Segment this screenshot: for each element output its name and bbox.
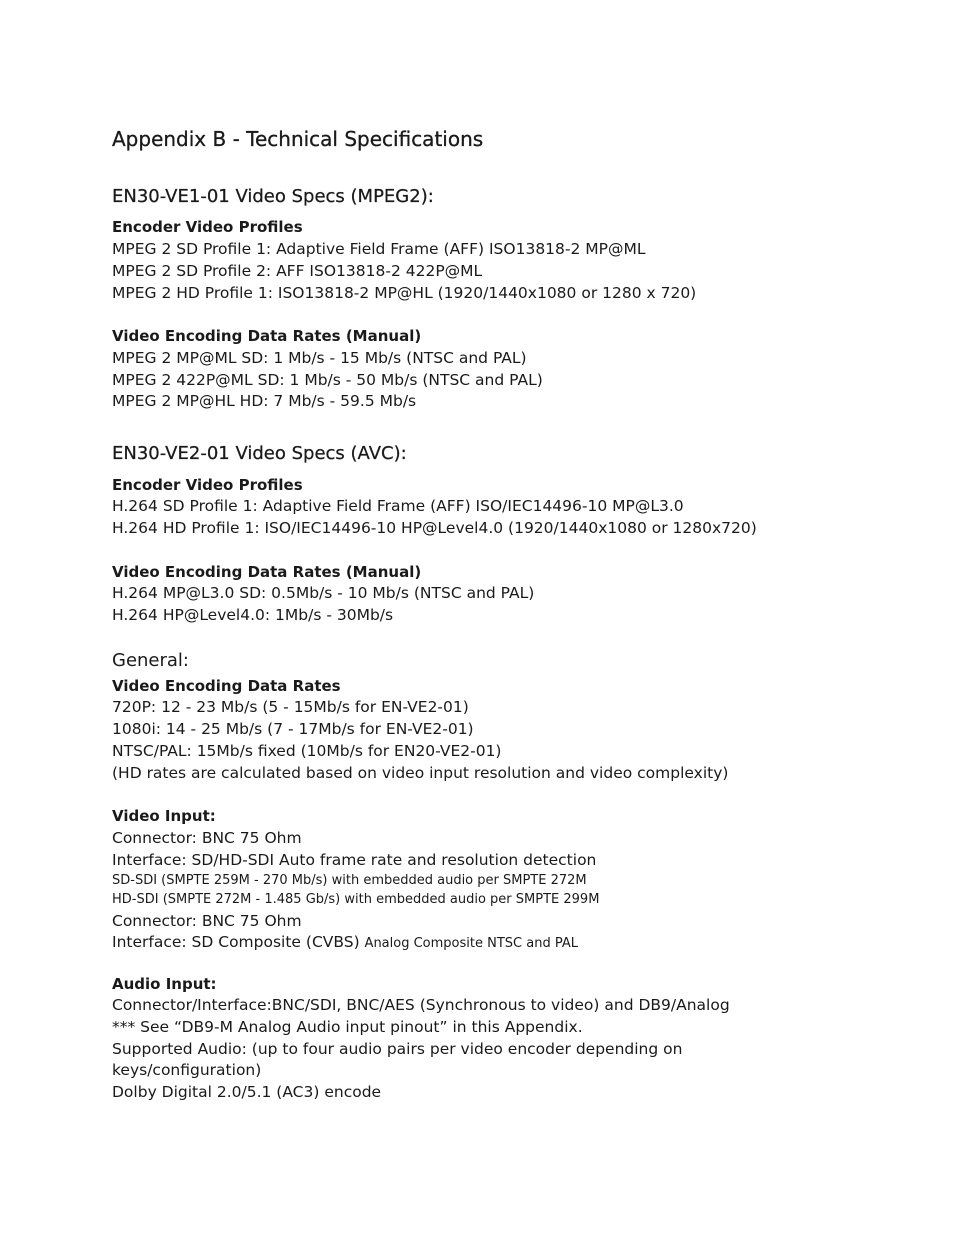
general-rate-line: NTSC/PAL: 15Mb/s fixed (10Mb/s for EN20-VE2-01) (112, 742, 502, 760)
general-rate-note: (HD rates are calculated based on video input resolution and video complexity) (112, 764, 729, 782)
interface-composite-main: Interface: SD Composite (CVBS) (112, 933, 365, 951)
avc-profile-line: H.264 SD Profile 1: Adaptive Field Frame (AFF) ISO/IEC14496-10 MP@L3.0 (112, 497, 684, 515)
mpeg2-profile-line: MPEG 2 HD Profile 1: ISO13818-2 MP@HL (1920/1440x1080 or 1280 x 720) (112, 284, 697, 302)
audio-input-line: Dolby Digital 2.0/5.1 (AC3) encode (112, 1083, 382, 1101)
general-rates-title: Video Encoding Data Rates (112, 677, 341, 695)
video-input-interface: Interface: SD/HD-SDI Auto frame rate and resolution detection (112, 851, 597, 869)
page-title: Appendix B - Technical Specifications (112, 127, 484, 151)
video-input-title: Video Input: (112, 807, 216, 825)
general-rate-line: 1080i: 14 - 25 Mb/s (7 - 17Mb/s for EN-VE2-01) (112, 720, 474, 738)
section-heading-general: General: (112, 650, 190, 671)
mpeg2-profiles-title: Encoder Video Profiles (112, 218, 303, 236)
mpeg2-rates-title: Video Encoding Data Rates (Manual) (112, 327, 422, 345)
avc-profile-line: H.264 HD Profile 1: ISO/IEC14496-10 HP@Level4.0 (1920/1440x1080 or 1280x720) (112, 519, 757, 537)
audio-input-line: keys/configuration) (112, 1061, 262, 1079)
audio-input-line: Supported Audio: (up to four audio pairs per video encoder depending on (112, 1040, 683, 1058)
video-input-hdsdi: HD-SDI (SMPTE 272M - 1.485 Gb/s) with embedded audio per SMPTE 299M (112, 892, 600, 907)
section-heading-mpeg2: EN30-VE1-01 Video Specs (MPEG2): (112, 186, 434, 207)
mpeg2-rate-line: MPEG 2 MP@ML SD: 1 Mb/s - 15 Mb/s (NTSC and PAL) (112, 349, 527, 367)
video-input-sdsdi: SD-SDI (SMPTE 259M - 270 Mb/s) with embedded audio per SMPTE 272M (112, 873, 587, 888)
section-heading-avc: EN30-VE2-01 Video Specs (AVC): (112, 443, 407, 464)
mpeg2-profile-line: MPEG 2 SD Profile 1: Adaptive Field Frame (AFF) ISO13818-2 MP@ML (112, 240, 646, 258)
mpeg2-profile-line: MPEG 2 SD Profile 2: AFF ISO13818-2 422P@ML (112, 262, 483, 280)
general-rate-line: 720P: 12 - 23 Mb/s (5 - 15Mb/s for EN-VE2-01) (112, 698, 469, 716)
mpeg2-rate-line: MPEG 2 422P@ML SD: 1 Mb/s - 50 Mb/s (NTSC and PAL) (112, 371, 543, 389)
video-input-connector: Connector: BNC 75 Ohm (112, 829, 302, 847)
interface-composite-detail: Analog Composite NTSC and PAL (364, 936, 578, 951)
video-input-interface-composite (112, 932, 578, 954)
avc-rate-line: H.264 HP@Level4.0: 1Mb/s - 30Mb/s (112, 606, 394, 624)
avc-rate-line: H.264 MP@L3.0 SD: 0.5Mb/s - 10 Mb/s (NTSC and PAL) (112, 584, 535, 602)
video-input-connector: Connector: BNC 75 Ohm (112, 912, 302, 930)
mpeg2-rate-line: MPEG 2 MP@HL HD: 7 Mb/s - 59.5 Mb/s (112, 392, 417, 410)
avc-rates-title: Video Encoding Data Rates (Manual) (112, 563, 422, 581)
audio-input-line: *** See “DB9-M Analog Audio input pinout” in this Appendix. (112, 1018, 583, 1036)
avc-profiles-title: Encoder Video Profiles (112, 476, 303, 494)
audio-input-title: Audio Input: (112, 975, 217, 993)
audio-input-line: Connector/Interface:BNC/SDI, BNC/AES (Synchronous to video) and DB9/Analog (112, 996, 730, 1014)
